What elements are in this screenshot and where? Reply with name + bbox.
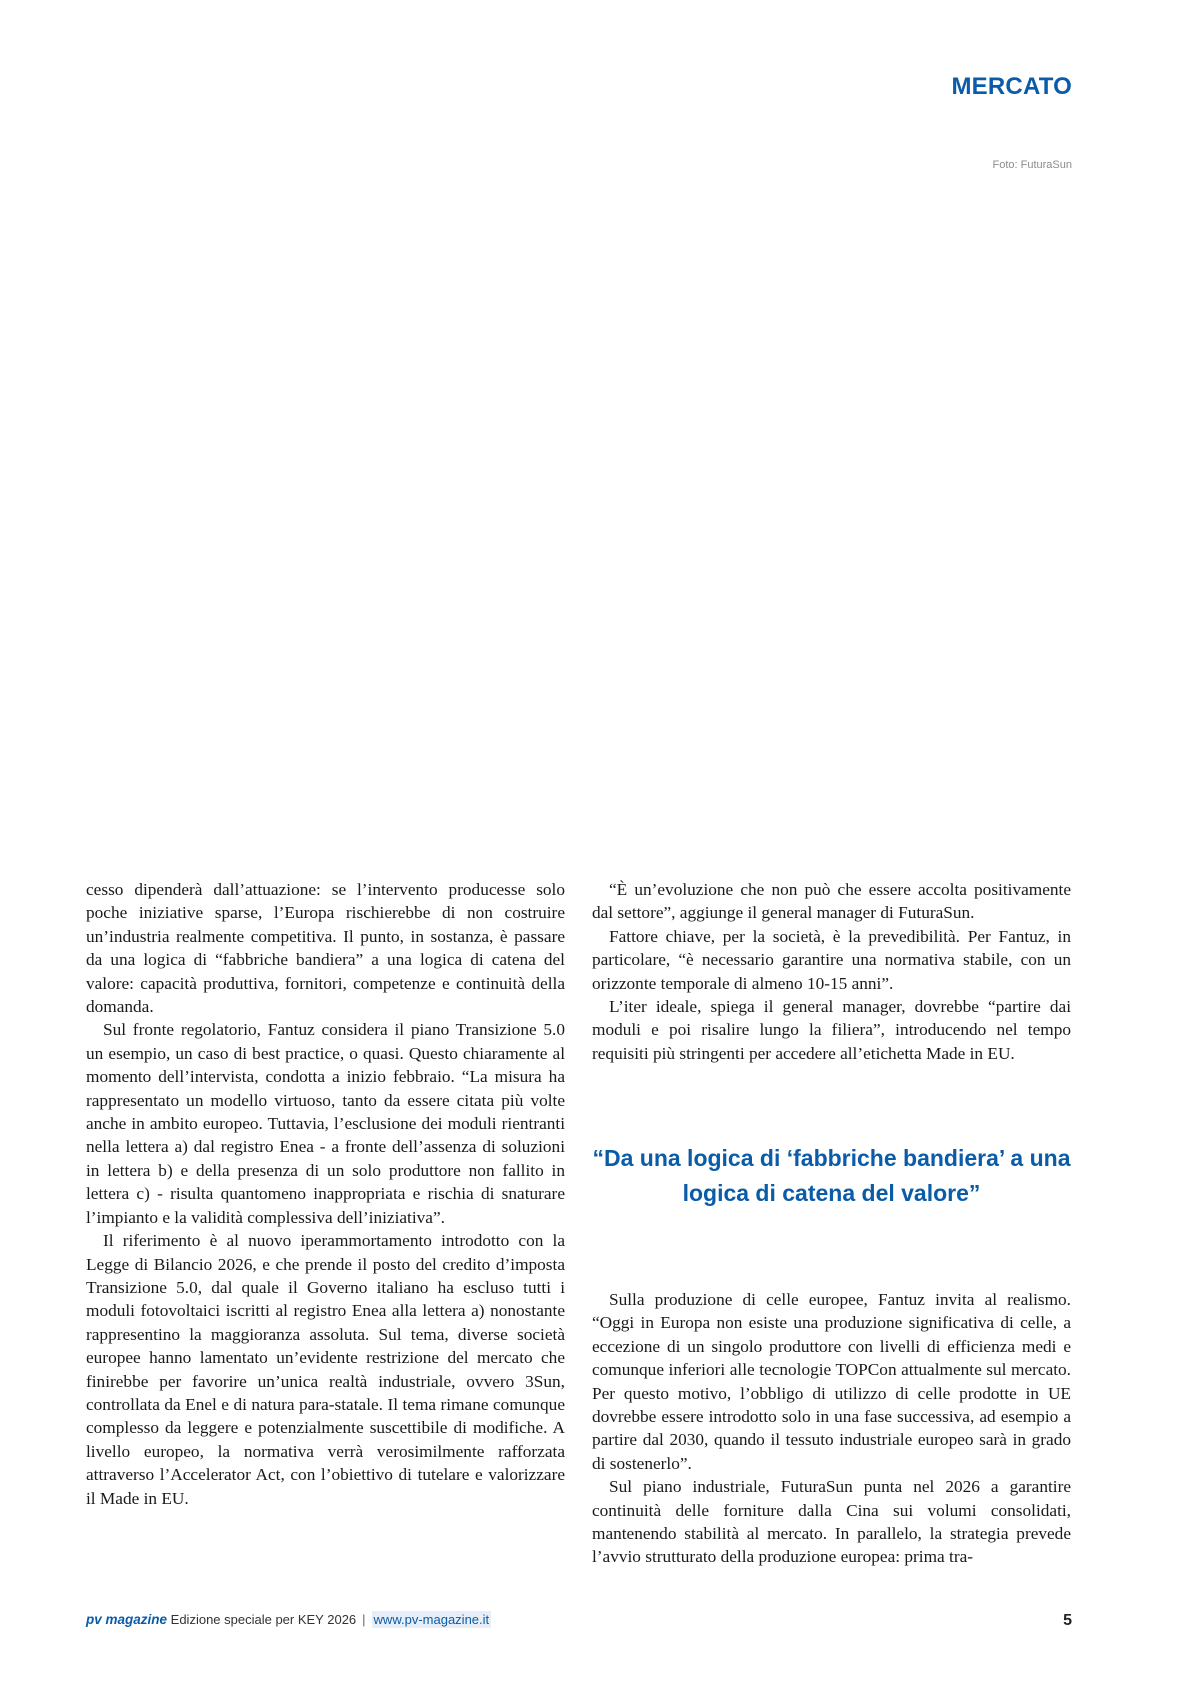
body-paragraph: cesso dipenderà dall’attuazione: se l’intervento producesse solo poche iniziative sparse, l’Europa rischierebbe di non costruire un’industria realmente competitiva. Il punto, in sostanza, è passare da una logica di “fabbriche bandiera” a una logica di catena del valore: capacità produttiva, fornitori, competenze e continuità della domanda. [86, 880, 565, 1017]
left-column [86, 878, 565, 1510]
footer-separator: | [362, 1612, 366, 1627]
body-paragraph: Il riferimento è al nuovo iperammortamento introdotto con la Legge di Bilancio 2026, e che prende il posto del credito d’imposta Transizione 5.0, dal quale il Governo italiano ha escluso tutti i moduli fotovoltaici iscritti al registro Enea alla lettera a) nonostante rappresentino la maggioranza assoluta. Sul tema, diverse società europee hanno lamentato un’evidente restrizione del mercato che finirebbe per favorire un’unica realtà industriale, ovvero 3Sun, controllata da Enel e di natura para-statale. Il tema rimane comunque complesso da leggere e potenzialmente suscettibile di modifiche. A livello europeo, la normativa verrà verosimilmente rafforzata attraverso l’Accelerator Act, con l’obiettivo di tutelare e valorizzare il Made in EU. [86, 1231, 565, 1508]
body-paragraph: Sul fronte regolatorio, Fantuz considera il piano Transizione 5.0 un esempio, un caso di best practice, o quasi. Questo chiaramente al momento dell’intervista, condotta a inizio febbraio. “La misura ha rappresentato un modello virtuoso, tanto da essere citata più volte anche in ambito europeo. Tuttavia, l’esclusione dei moduli rientranti nella lettera a) dal registro Enea - a fronte dell’assenza di soluzioni in lettera b) e della presenza di un solo produttore non fallito in lettera c) - risulta quantomeno inappropriata e rischia di snaturare l’impianto e la validità complessiva dell’iniziativa”. [86, 1020, 565, 1227]
body-paragraph: “È un’evoluzione che non può che essere accolta positivamente dal settore”, aggiunge il general manager di FuturaSun. [592, 880, 1071, 923]
body-paragraph: Fattore chiave, per la società, è la prevedibilità. Per Fantuz, in particolare, “è necessario garantire una normativa stabile, con un orizzonte temporale di almeno 10-15 anni”. [592, 926, 1071, 993]
page-number: 5 [1063, 1612, 1072, 1629]
pull-quote: “Da una logica di ‘fabbriche bandiera’ a una logica di catena del valore” [592, 1145, 1071, 1206]
right-column-top [592, 878, 1071, 1065]
section-label: MERCATO [951, 73, 1072, 100]
magazine-brand: pv magazine [86, 1612, 168, 1627]
body-paragraph: Sul piano industriale, FuturaSun punta nel 2026 a garantire continuità delle forniture dalla Cina sui volumi consolidati, mantenendo stabilità al mercato. In parallelo, la strategia prevede l’avvio strutturato della produzione europea: prima tra- [592, 1477, 1071, 1567]
right-column-bottom [592, 1288, 1071, 1569]
photo-credit: Foto: FuturaSun [992, 159, 1072, 171]
photo-area [86, 182, 1072, 862]
body-paragraph: L’iter ideale, spiega il general manager, dovrebbe “partire dai moduli e poi risalire lungo la filiera”, introducendo nel tempo requisiti più stringenti per accedere all’etichetta Made in EU. [592, 997, 1071, 1063]
body-paragraph: Sulla produzione di celle europee, Fantuz invita al realismo. “Oggi in Europa non esiste una produzione significativa di celle, a eccezione di un singolo produttore con livelli di efficienza medi e comunque inferiori alle tecnologie TOPCon attualmente sul mercato. Per questo motivo, l’obbligo di utilizzo di celle prodotte in UE dovrebbe essere introdotto solo in una fase successiva, ad esempio a partire dal 2030, quando il tessuto industriale europeo sarà in grado di sostenerlo”. [592, 1290, 1071, 1473]
edition-label: Edizione speciale per KEY 2026 [170, 1612, 357, 1627]
page-footer [86, 1612, 1072, 1632]
website-link[interactable]: www.pv-magazine.it [373, 1612, 490, 1627]
